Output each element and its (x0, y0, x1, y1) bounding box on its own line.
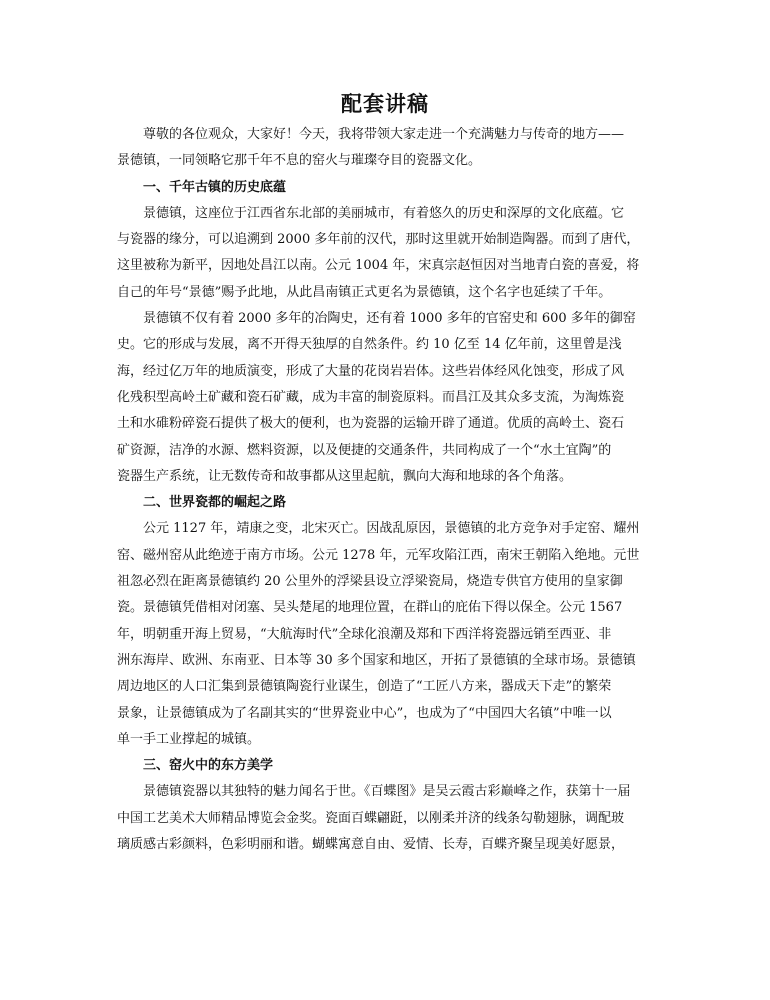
paragraph-line: 这里被称为新平，因地处昌江以南。公元 1004 年，宋真宗赵恒因对当地青白瓷的喜爱，将 (117, 258, 640, 274)
paragraph-line: 年，明朝重开海上贸易，“大航海时代”全球化浪潮及郑和下西洋将瓷器远销至西亚、非 (117, 626, 612, 642)
paragraph-line: 海，经过亿万年的地质演变，形成了大量的花岗岩岩体。这些岩体经风化蚀变，形成了风 (117, 363, 625, 379)
paragraph-line: 洲东海岸、欧洲、东南亚、日本等 30 多个国家和地区，开拓了景德镇的全球市场。景德镇 (117, 652, 636, 668)
paragraph-line: 矿资源，洁净的水源、燃料资源，以及便捷的交通条件，共同构成了一个“水土宜陶”的 (117, 442, 612, 458)
paragraph-line: 史。它的形成与发展，离不开得天独厚的自然条件。约 10 亿至 14 亿年前，这里曾是浅 (117, 337, 622, 353)
paragraph-line: 尊敬的各位观众，大家好！今天，我将带领大家走进一个充满魅力与传奇的地方—— (143, 127, 625, 142)
paragraph-line: 周边地区的人口汇集到景德镇陶瓷行业谋生，创造了“工匠八方来，器成天下走”的繁荣 (117, 679, 612, 695)
paragraph-line: 景德镇，一同领略它那千年不息的窑火与璀璨夺目的瓷器文化。 (117, 153, 482, 169)
section-heading: 一、千年古镇的历史底蕴 (143, 179, 287, 195)
paragraph-line: 土和水碓粉碎瓷石提供了极大的便利，也为瓷器的运输开辟了通道。优质的高岭土、瓷石 (117, 416, 625, 432)
paragraph-line: 化残积型高岭土矿藏和瓷石矿藏，成为丰富的制瓷原料。而昌江及其众多支流，为淘炼瓷 (117, 389, 625, 405)
paragraph-line: 中国工艺美术大师精品博览会金奖。瓷面百蝶翩跹，以刚柔并济的线条勾勒翅脉，调配玻 (117, 810, 625, 826)
document-title: 配套讲稿 (341, 91, 429, 116)
paragraph-line: 自己的年号“景德”赐予此地，从此昌南镇正式更名为景德镇，这个名字也延续了千年。 (117, 284, 612, 300)
paragraph-line: 与瓷器的缘分，可以追溯到 2000 多年前的汉代，那时这里就开始制造陶器。而到了唐代， (117, 232, 640, 248)
paragraph-line: 单一手工业撑起的城镇。 (117, 731, 261, 747)
paragraph-line: 瓷。景德镇凭借相对闭塞、吴头楚尾的地理位置，在群山的庇佑下得以保全。公元 1567 (117, 600, 623, 616)
section-heading: 三、窑火中的东方美学 (143, 758, 274, 774)
paragraph-line: 窑、磁州窑从此绝迹于南方市场。公元 1278 年，元军攻陷江西，南宋王朝陷入绝地。元世 (117, 547, 640, 563)
section-heading: 二、世界瓷都的崛起之路 (143, 495, 287, 511)
paragraph-line: 景德镇，这座位于江西省东北部的美丽城市，有着悠久的历史和深厚的文化底蕴。它 (143, 205, 625, 221)
paragraph-line: 景德镇不仅有着 2000 多年的冶陶史，还有着 1000 多年的官窑史和 600 多年的御窑 (143, 311, 636, 327)
paragraph-line: 景德镇瓷器以其独特的魅力闻名于世。《百蝶图》是吴云霞古彩巅峰之作，获第十一届 (143, 784, 631, 800)
paragraph-line: 瓷器生产系统，让无数传奇和故事都从这里起航，飘向大海和地球的各个角落。 (117, 468, 573, 484)
paragraph-line: 璃质感古彩颜料，色彩明丽和谐。蝴蝶寓意自由、爱情、长寿，百蝶齐聚呈现美好愿景， (117, 837, 625, 853)
paragraph-line: 景象，让景德镇成为了名副其实的“世界瓷业中心”，也成为了“中国四大名镇”中唯一以 (117, 705, 612, 721)
paragraph-line: 公元 1127 年，靖康之变，北宋灭亡。因战乱原因，景德镇的北方竞争对手定窑、耀州 (143, 521, 640, 537)
paragraph-line: 祖忽必烈在距离景德镇约 20 公里外的浮梁县设立浮梁瓷局，烧造专供官方使用的皇家御 (117, 574, 623, 590)
document-body (117, 122, 657, 858)
